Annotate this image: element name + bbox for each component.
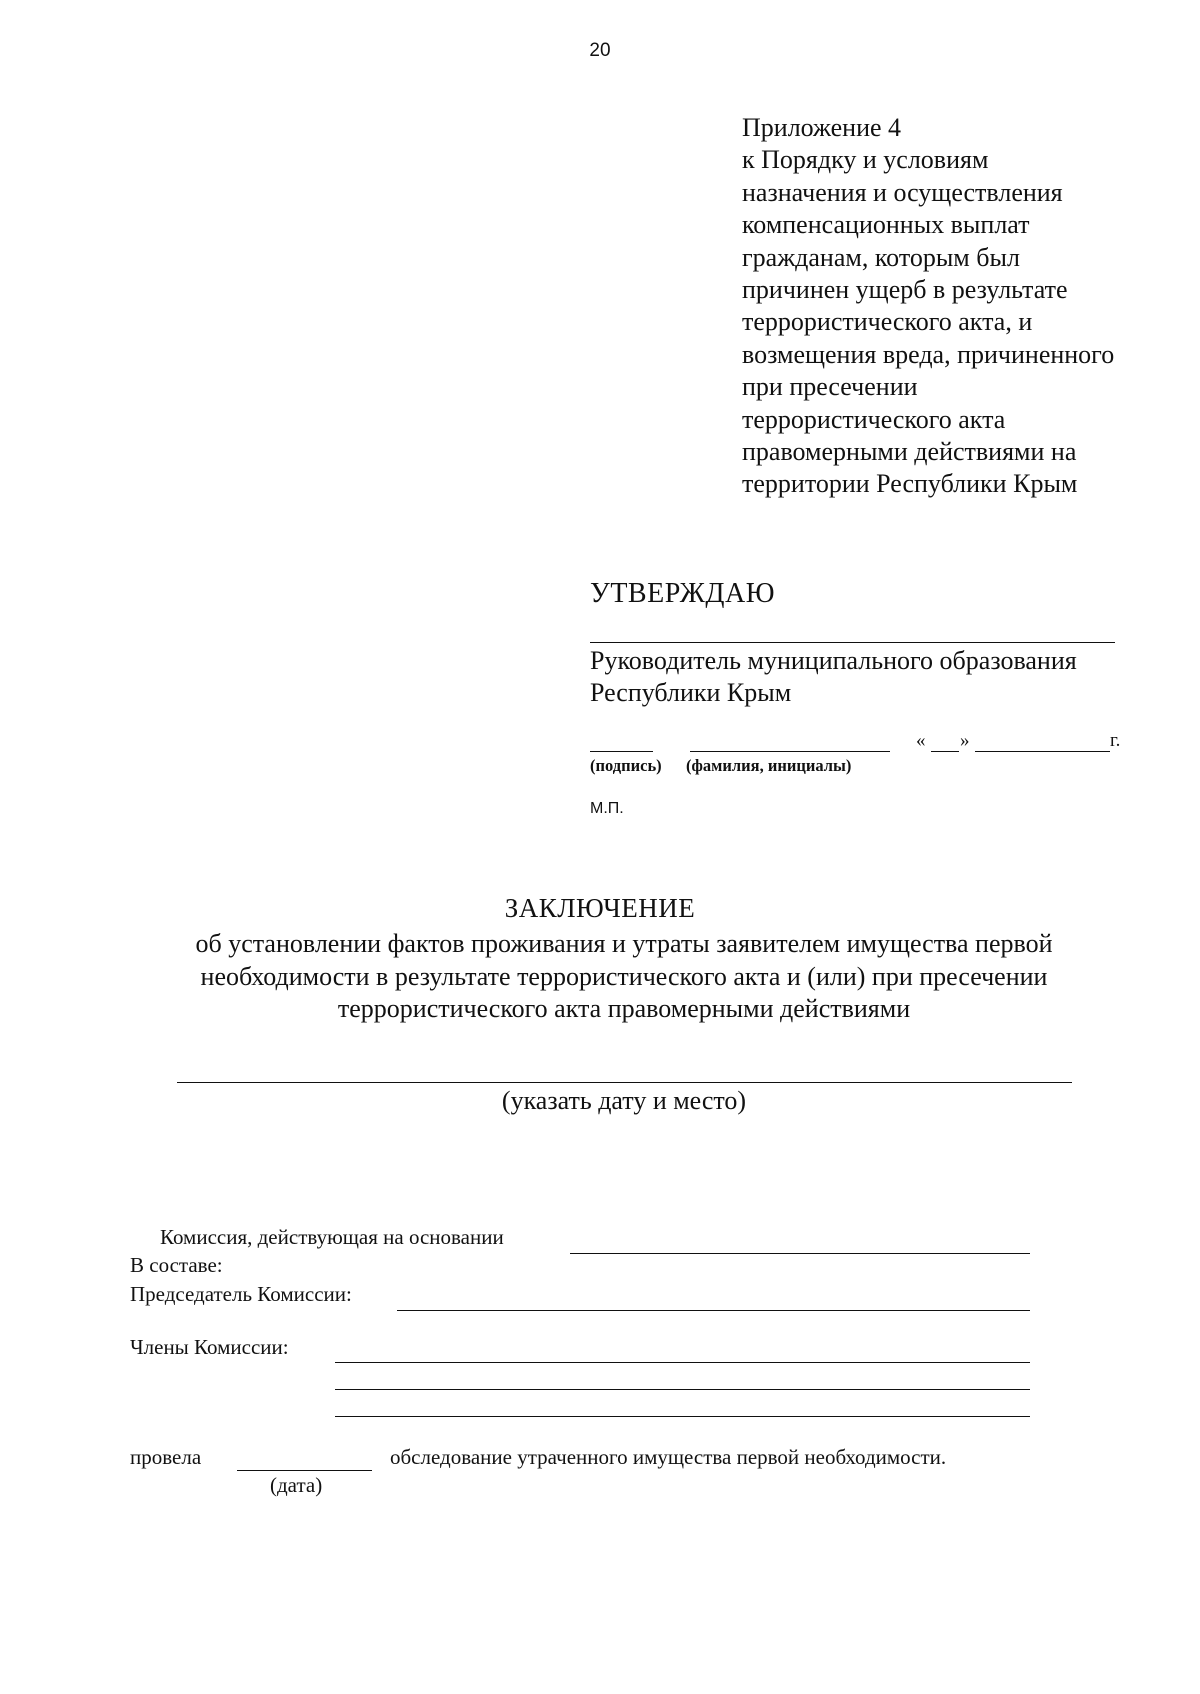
appendix-line: компенсационных выплат [742,210,1030,240]
appendix-header [742,112,1114,501]
approver-role-line: Республики Крым [590,678,792,707]
document-title: ЗАКЛЮЧЕНИЕ [504,893,696,923]
signature-blank[interactable] [590,751,653,752]
member-blank-1[interactable] [335,1362,1030,1363]
date-place-caption: (указать дату и место) [501,1086,747,1115]
year-suffix: г. [1110,730,1121,751]
quote-close: » [960,730,970,751]
name-blank[interactable] [690,751,890,752]
approval-title: УТВЕРЖДАЮ [590,578,775,609]
composition-label: В составе: [130,1253,223,1277]
appendix-line: правомерными действиями на [742,437,1077,467]
approver-role-line: Руководитель муниципального образования [590,646,1077,675]
approver-blank-line[interactable] [590,642,1115,643]
date-caption: (дата) [270,1473,323,1497]
appendix-line: возмещения вреда, причиненного [742,339,1115,369]
chairman-label: Председатель Комиссии: [130,1282,352,1306]
document-subtitle [0,928,1200,1026]
appendix-line: территории Республики Крым [742,469,1078,499]
appendix-line: при пресечении [742,372,918,402]
subtitle-line: необходимости в результате террористического акта и (или) при пресечении [200,961,1048,991]
appendix-line: к Порядку и условиям [742,145,989,175]
stamp-placeholder: М.П. [590,800,624,817]
appendix-line: назначения и осуществления [742,177,1063,207]
appendix-line: террористического акта, и [742,307,1033,337]
approver-role [590,645,1077,709]
signature-caption: (подпись) [590,756,662,775]
subtitle-line: об установлении фактов проживания и утраты заявителем имущества первой [195,929,1053,958]
appendix-line: Приложение 4 [742,113,902,142]
day-blank[interactable] [931,751,959,752]
appendix-line: гражданам, которым был [742,242,1020,272]
chairman-blank[interactable] [397,1310,1030,1311]
conducted-label: провела [130,1445,202,1469]
member-blank-3[interactable] [335,1416,1030,1417]
commission-basis-blank[interactable] [570,1253,1030,1254]
member-blank-2[interactable] [335,1389,1030,1390]
appendix-line: причинен ущерб в результате [742,275,1068,305]
survey-text: обследование утраченного имущества первой необходимости. [390,1445,947,1469]
survey-date-blank[interactable] [237,1470,372,1471]
quote-open: « [916,730,926,751]
subtitle-line: террористического акта правомерными действиями [337,994,911,1023]
appendix-line: террористического акта [742,404,1006,434]
page-number: 20 [589,40,611,61]
members-label: Члены Комиссии: [130,1335,289,1359]
name-caption: (фамилия, инициалы) [686,756,852,775]
date-place-blank[interactable] [177,1082,1072,1083]
commission-basis-label: Комиссия, действующая на основании [160,1225,504,1249]
month-year-blank[interactable] [975,751,1110,752]
